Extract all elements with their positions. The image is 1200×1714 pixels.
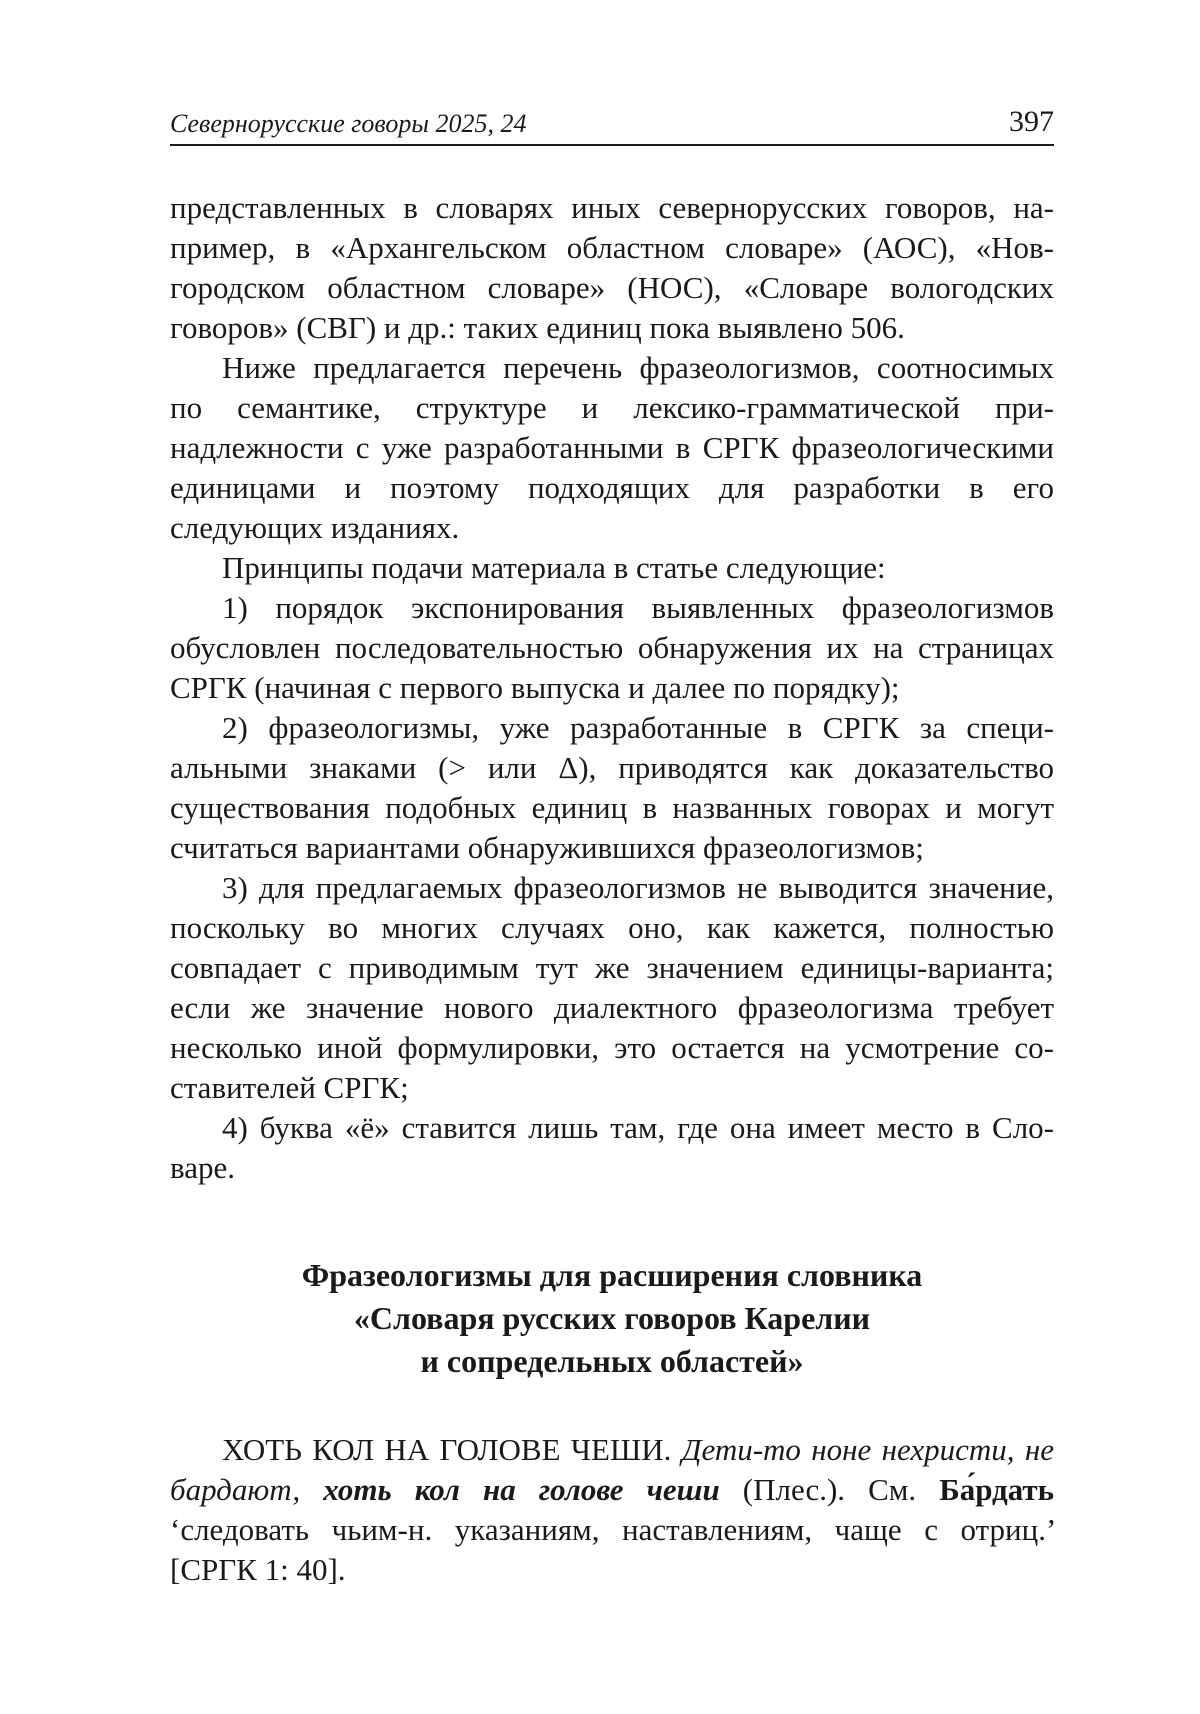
entry-citation: [СРГК 1: 40].	[170, 1552, 346, 1587]
principle-item-4: 4) буква «ё» ставится лишь там, где она имеет место в Словаре.	[170, 1110, 1054, 1185]
entry-source: (Плес.). См.	[742, 1472, 917, 1507]
entry-reference-word: Ба́рдать	[939, 1472, 1055, 1507]
section-title	[170, 1254, 1054, 1383]
running-head	[170, 100, 1054, 146]
body-text	[170, 188, 1054, 1590]
entry-phrase: хоть кол на голове чеши	[323, 1472, 720, 1507]
principle-item-3: 3) для предлагаемых фразеологизмов не выводится значение, поскольку во многих случаях оно, как кажется, полностью совпадает с приводимым тут же значением единицы-варианта; если же значение нового диалектного фразеологизма требует несколько иной формулировки, это остается на усмотрение составителей СРГК;	[170, 870, 1054, 1105]
journal-title: Севернорусские говоры 2025, 24	[170, 109, 527, 138]
principle-item-2: 2) фразеологизмы, уже разработанные в СРГК за специальными знаками (> или Δ), приводятся как доказательство существования подобных единиц в названных говорах и могут считаться вариантами обнаружившихся фразеологизмов;	[170, 710, 1054, 865]
dictionary-entry	[170, 1430, 1054, 1590]
paragraph-principles-intro: Принципы подачи материала в статье следующие:	[222, 550, 886, 585]
paragraph-continuation: представленных в словарях иных севернорусских говоров, например, в «Архангельском областном словаре» (АОС), «Новгородском областном словаре» (НОС), «Словаре вологодских говоров» (СВГ) и др.: таких единиц пока выявлено 506.	[170, 190, 1054, 345]
page	[170, 100, 1054, 1590]
page-number: 397	[1009, 105, 1054, 138]
entry-headword: ХОТЬ КОЛ НА ГОЛОВЕ ЧЕШИ.	[222, 1432, 672, 1467]
principle-item-1: 1) порядок экспонирования выявленных фразеологизмов обусловлен последовательностью обнаружения их на страницах СРГК (начиная с первого выпуска и далее по порядку);	[170, 590, 1054, 705]
section-title-line: Фразеологизмы для расширения словника	[301, 1257, 923, 1293]
paragraph-phraseology-list-intro: Ниже предлагается перечень фразеологизмов, соотносимых по семантике, структуре и лексико-грамматической принадлежности с уже разработанными в СРГК фразеологическими единицами и поэтому подходящих для разработки в его следующих изданиях.	[170, 350, 1054, 545]
entry-example: Дети-то ноне нехристи, не бардают,	[170, 1432, 1055, 1507]
section-title-line: «Словаря русских говоров Карелии	[353, 1300, 871, 1336]
entry-definition: ‘следовать чьим-н. указаниям, наставлениям, чаще с отриц.’	[170, 1512, 1054, 1547]
section-title-line: и сопредельных областей»	[420, 1343, 804, 1379]
